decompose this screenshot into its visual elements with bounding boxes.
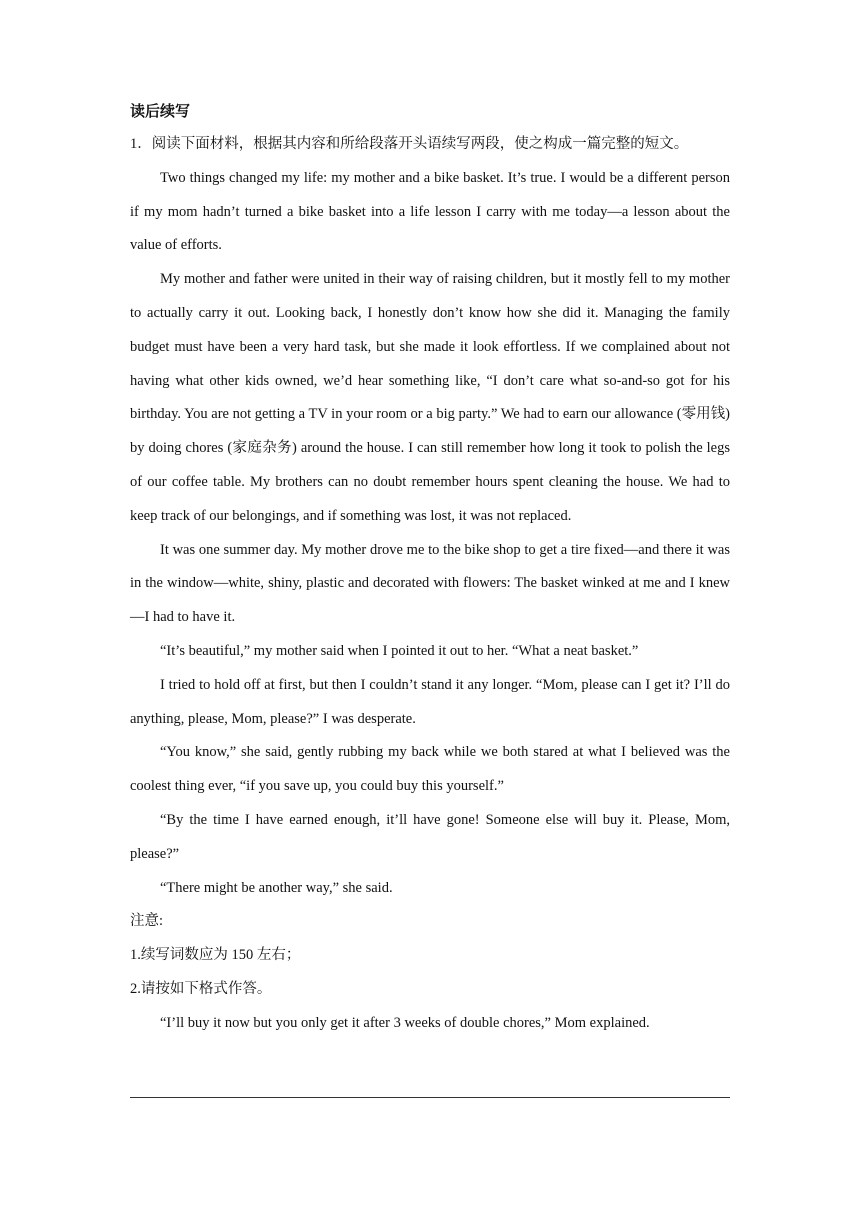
- instruction: 1．阅读下面材料，根据其内容和所给段落开头语续写两段，使之构成一篇完整的短文。: [130, 136, 689, 152]
- story-paragraph-1: Two things changed my life: my mother and a bike basket. It’s true. I would be a different person if my mom hadn’t turned a bike basket into a life lesson I carry with me today—a lesson about the value of efforts.: [130, 169, 730, 254]
- continuation-prompt: “I’ll buy it now but you only get it after 3 weeks of double chores,” Mom explained.: [160, 1014, 650, 1031]
- story-paragraph-2: My mother and father were united in their way of raising children, but it mostly fell to my mother to actually carry it out. Looking back, I honestly don’t know how she did it. Managing the family budget must have been a very hard task, but she made it look effortless. If we complained about not having what other kids owned, we’d hear something like, “I don’t care what so-and-so got for his birthday. You are not getting a TV in your room or a big party.” We had to earn our allowance (零用钱) by doing chores (家庭杂务) around the house. I can still remember how long it took to polish the legs of our coffee table. My brothers can no doubt remember hours spent cleaning the house. We had to keep track of our belongings, and if something was lost, it was not replaced.: [130, 271, 730, 524]
- document-page: [130, 100, 730, 1041]
- story-paragraph-6: “You know,” she said, gently rubbing my back while we both stared at what I believed was the coolest thing ever, “if you save up, you could buy this yourself.”: [130, 744, 730, 795]
- answer-line: [130, 1097, 730, 1098]
- story-paragraph-8: “There might be another way,” she said.: [160, 879, 393, 896]
- story-paragraph-7: “By the time I have earned enough, it’ll have gone! Someone else will buy it. Please, Mom, please?”: [130, 811, 730, 862]
- story-paragraph-4: “It’s beautiful,” my mother said when I pointed it out to her. “What a neat basket.”: [160, 642, 639, 659]
- story-paragraph-5: I tried to hold off at first, but then I couldn’t stand it any longer. “Mom, please can I get it? I’ll do anything, please, Mom, please?” I was desperate.: [130, 676, 730, 727]
- note-item-word-count: 1.续写词数应为 150 左右；: [130, 947, 301, 964]
- notes-label: 注意:: [130, 913, 164, 930]
- section-title: 读后续写: [130, 104, 191, 120]
- story-paragraph-3: It was one summer day. My mother drove me to the bike shop to get a tire fixed—and there it was in the window—white, shiny, plastic and decorated with flowers: The basket winked at me and I knew—I had to have it.: [130, 541, 730, 626]
- note-item-format: 2.请按如下格式作答。: [130, 980, 272, 997]
